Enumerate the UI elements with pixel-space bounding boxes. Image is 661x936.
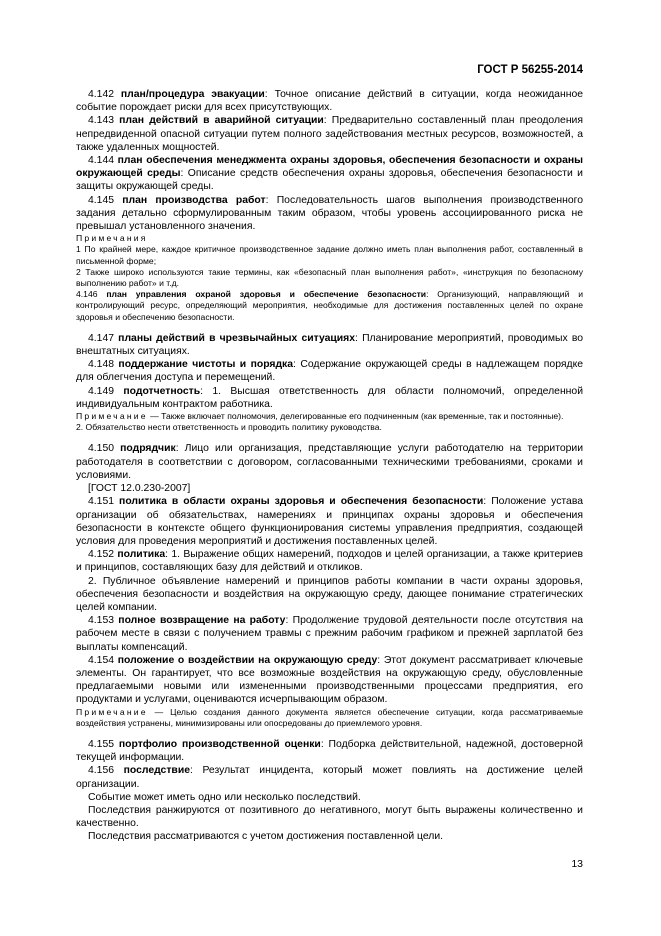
- reference: [ГОСТ 12.0.230-2007]: [88, 483, 191, 495]
- note-149: Примечание — Также включает полномочия, делегированные его подчиненным (как временные, так и постоянные).: [76, 411, 564, 422]
- note-149-2: 2. Обязательство нести ответственность и проводить политику руководства.: [76, 422, 382, 433]
- entry-4-151: 4.151 политика в области охраны здоровья и обеспечения безопасности: Положение устава организации об обязательствах, намерениях и принципах охраны здоровья и обеспечения безопасности в контексте общего функционирования системы управления предприятия, создающей условия для проведения мероприятий и достижения поставленных целей.: [76, 496, 584, 547]
- entry-4-146: 4.146 план управления охраной здоровья и обеспечение безопасности: Организующий, направляющий и контролирующий ресурс, определяющий мероприятия, необходимые для достижения поставленных целей по охране здоровья и обеспечению безопасности.: [76, 289, 584, 322]
- entry-4-152-p2: 2. Публичное объявление намерений и принципов работы компании в части охраны здоровья, обеспечения безопасности и воздействия на окружающую среду, дающее понимание стратегических целей компании.: [76, 575, 583, 613]
- entry-4-143: 4.143 план действий в аварийной ситуации: Предварительно составленный план преодоления непредвиденной опасной ситуации путем полного задействования местных ресурсов, возможностей, а также удаленных мощностей.: [76, 115, 583, 153]
- entry-4-150: 4.150 подрядчик: Лицо или организация, представляющие услуги работодателю на территории работодателя в соответствии с договором, согласованными техническими требованиями, сроками и условиями.: [76, 443, 583, 481]
- entry-4-153: 4.153 полное возвращение на работу: Продолжение трудовой деятельности после отсутствия на рабочем месте в связи с получением травмы с прежним рабочим графиком и прежней зарплатой без выплаты компенсаций.: [76, 615, 583, 653]
- entry-4-149: 4.149 подотчетность: 1. Высшая ответственность для области полномочий, определенной индивидуальным контрактом работника.: [76, 385, 584, 410]
- entry-4-144: 4.144 план обеспечения менеджмента охраны здоровья, обеспечения безопасности и охраны окружающей среды: Описание средств обеспечения охраны здоровья, обеспечения безопасности и защиты окружающей среды.: [76, 155, 583, 193]
- note-2: 2 Также широко используются такие термины, как «безопасный план выполнения работ», «инструкция по безопасному выполнению работ» и т.д.: [76, 266, 583, 289]
- entry-4-148: 4.148 поддержание чистоты и порядка: Содержание окружающей среды в надлежащем порядке для облегчения доступа и перемещений.: [76, 359, 584, 384]
- entry-4-142: 4.142 план/процедура эвакуации: Точное описание действий в ситуации, когда неожиданное событие порождает риски для всех присутствующих.: [76, 89, 583, 114]
- page-number: 13: [571, 858, 583, 870]
- entry-4-145: 4.145 план производства работ: Последовательность шагов выполнения производственного задания детально сформулированным таким образом, чтобы уровень ассоциированного риска не превышал установленного значения.: [76, 194, 583, 233]
- document-header: ГОСТ Р 56255-2014: [477, 64, 583, 76]
- note-label: Примечания: [76, 233, 148, 244]
- entry-4-154: 4.154 положение о воздействии на окружающую среду: Этот документ рассматривает ключевые элементы. Он гарантирует, что все возможные воздействия на окружающую среду, обусловленные предлагаемыми новыми или измененными производственными процессами предприятия, его продуктами и услугами, оцениваются исчерпывающим образом.: [76, 654, 583, 706]
- entry-4-147: 4.147 планы действий в чрезвычайных ситуациях: Планирование мероприятий, проводимых во внештатных ситуациях.: [76, 332, 583, 358]
- entry-4-156: 4.156 последствие: Результат инцидента, который может повлиять на достижение целей организации.: [76, 765, 583, 790]
- note-154: Примечание — Целью создания данного документа является обеспечение ситуации, когда рассматриваемые воздействия устранены, минимизированы или опосредованы до приемлемого уровня.: [76, 706, 583, 728]
- entry-4-152: 4.152 политика: 1. Выражение общих намерений, подходов и целей организации, а также критериев и принципов, составляющих базу для действий и откликов.: [76, 549, 584, 574]
- entry-4-156-p2: Событие может иметь одно или несколько последствий.: [88, 791, 361, 803]
- entry-4-156-p3: Последствия ранжируются от позитивного до негативного, могут быть выражены количественно и качественно.: [76, 804, 583, 830]
- entry-4-156-p4: Последствия рассматриваются с учетом достижения поставленной цели.: [88, 831, 444, 843]
- note-1: 1 По крайней мере, каждое критичное производственное задание должно иметь план выполнения работ, составленный в письменной форме;: [76, 244, 583, 266]
- document-body: [76, 88, 583, 844]
- entry-4-155: 4.155 портфолио производственной оценки: Подборка действительной, надежной, достоверной текущей информации.: [76, 738, 584, 764]
